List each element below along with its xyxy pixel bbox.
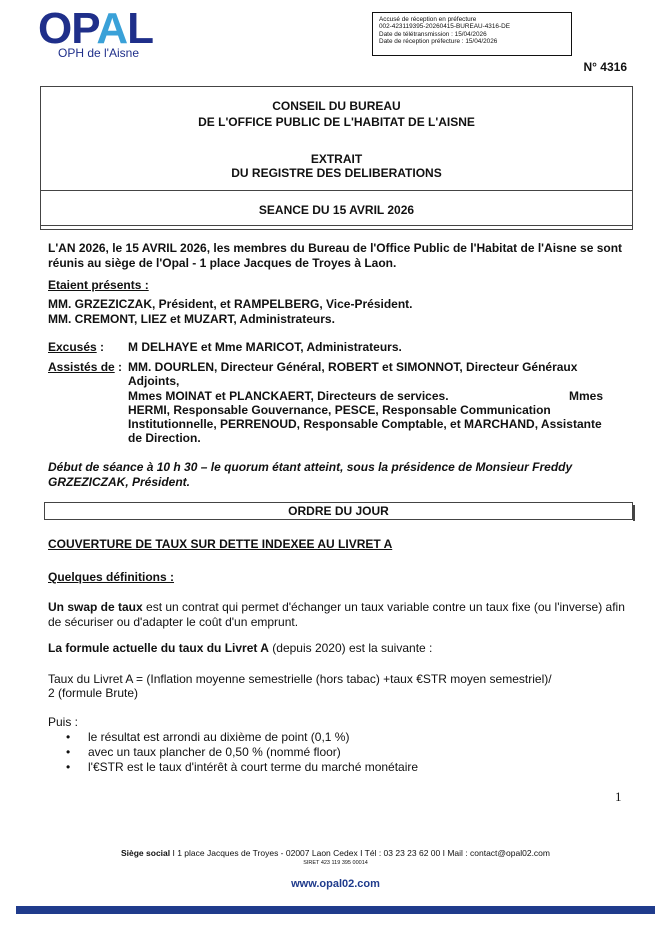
footer-website-link[interactable]: www.opal02.com: [291, 878, 380, 890]
list-item: • l'€STR est le taux d'intérêt à court terme du marché monétaire: [66, 760, 626, 775]
swap-term: Un swap de taux: [48, 600, 143, 614]
presents-line-2: MM. CREMONT, LIEZ et MUZART, Administrateurs.: [48, 312, 335, 326]
swap-paragraph: [48, 600, 633, 630]
formule-rest: (depuis 2020) est la suivante :: [268, 641, 433, 655]
logo-word-slash: A: [96, 4, 128, 53]
presents-line-1: MM. GRZEZICZAK, Président, et RAMPELBERG, Vice-Président.: [48, 297, 413, 311]
assistes-line-4: HERMI, Responsable Gouvernance, PESCE, Responsable Communication: [128, 403, 551, 417]
taux-formula-line-1: Taux du Livret A = (Inflation moyenne semestrielle (hors tabac) +taux €STR moyen semestriel)/: [48, 672, 552, 686]
title-line-1: CONSEIL DU BUREAU: [272, 99, 401, 113]
page-number: 1: [615, 789, 622, 804]
taux-formula-line-2: 2 (formule Brute): [48, 686, 139, 700]
excuses-colon: :: [96, 340, 105, 354]
excuses-text: M DELHAYE et Mme MARICOT, Administrateurs.: [128, 340, 402, 354]
footer-siret: SIRET 423 119 395 00014: [303, 860, 368, 866]
excuses-row: [48, 340, 104, 355]
definitions-label: Quelques définitions :: [48, 570, 175, 584]
swap-definition: est un contrat qui permet d'échanger un taux variable contre un taux fixe (ou l'inverse) afin de sécuriser ou d'adapter le coût d'un emprunt.: [48, 600, 625, 629]
logo-word-left: OP: [38, 4, 97, 53]
assistes-row: [48, 360, 122, 375]
puis-label: Puis :: [48, 715, 79, 729]
deliberation-number: N° 4316: [583, 60, 627, 74]
title-line-3: EXTRAIT: [310, 152, 363, 166]
stamp-line: Accusé de réception en préfecture: [379, 16, 477, 23]
ordre-du-jour-box: ORDRE DU JOUR: [44, 502, 633, 520]
list-item: • avec un taux plancher de 0,50 % (nommé floor): [66, 745, 626, 760]
formule-paragraph: [48, 641, 633, 656]
footer-address: [0, 848, 671, 858]
title-line-2: DE L'OFFICE PUBLIC DE L'HABITAT DE L'AISNE: [198, 115, 475, 129]
receipt-stamp: [372, 12, 572, 56]
bullet-list: [66, 730, 626, 775]
logo-subtitle: OPH de l'Aisne: [58, 46, 139, 60]
assistes-line-3b: Mmes: [569, 389, 604, 403]
footer-bar: [16, 906, 655, 914]
intro-paragraph: L'AN 2026, le 15 AVRIL 2026, les membres du Bureau de l'Office Public de l'Habitat de l'Aisne se sont réunis au siège de l'Opal - 1 place Jacques de Troyes à Laon.: [48, 241, 623, 270]
presents-label: Etaient présents :: [48, 278, 149, 292]
excuses-label: Excusés: [48, 340, 97, 354]
formule-term: La formule actuelle du taux du Livret A: [48, 641, 269, 655]
assistes-line-2: Adjoints,: [128, 374, 180, 388]
assistes-colon: :: [114, 360, 123, 374]
seance-date: SEANCE DU 15 AVRIL 2026: [258, 203, 415, 217]
assistes-line-3: Mmes MOINAT et PLANCKAERT, Directeurs de services.: [128, 389, 449, 403]
assistes-line-6: de Direction.: [128, 431, 201, 445]
list-item: • le résultat est arrondi au dixième de point (0,1 %): [66, 730, 626, 745]
stamp-line: 002-423119395-20260415-BUREAU-4316-DE: [379, 23, 510, 31]
assistes-line-1: MM. DOURLEN, Directeur Général, ROBERT et SIMONNOT, Directeur Généraux: [128, 360, 578, 374]
assistes-label: Assistés de: [48, 360, 115, 374]
section-title: COUVERTURE DE TAUX SUR DETTE INDEXEE AU LIVRET A: [48, 537, 393, 551]
debut-seance: Début de séance à 10 h 30 – le quorum étant atteint, sous la présidence de Monsieur Freddy GRZEZICZAK, Président.: [48, 460, 573, 489]
title-line-4: DU REGISTRE DES DELIBERATIONS: [231, 166, 442, 180]
stamp-line: Date de réception préfecture : 15/04/2026: [379, 38, 498, 46]
footer-siege-text: I 1 place Jacques de Troyes - 02007 Laon Cedex I Tél : 03 23 23 62 00 I Mail : contact@opal02.com: [170, 848, 550, 858]
logo-word-right: L: [127, 4, 153, 53]
stamp-line: Date de télétransmission : 15/04/2026: [379, 30, 487, 38]
assistes-line-5: Institutionnelle, PERRENOUD, Responsable Comptable, et MARCHAND, Assistante: [128, 417, 602, 431]
footer-siege-label: Siège social: [120, 848, 171, 858]
